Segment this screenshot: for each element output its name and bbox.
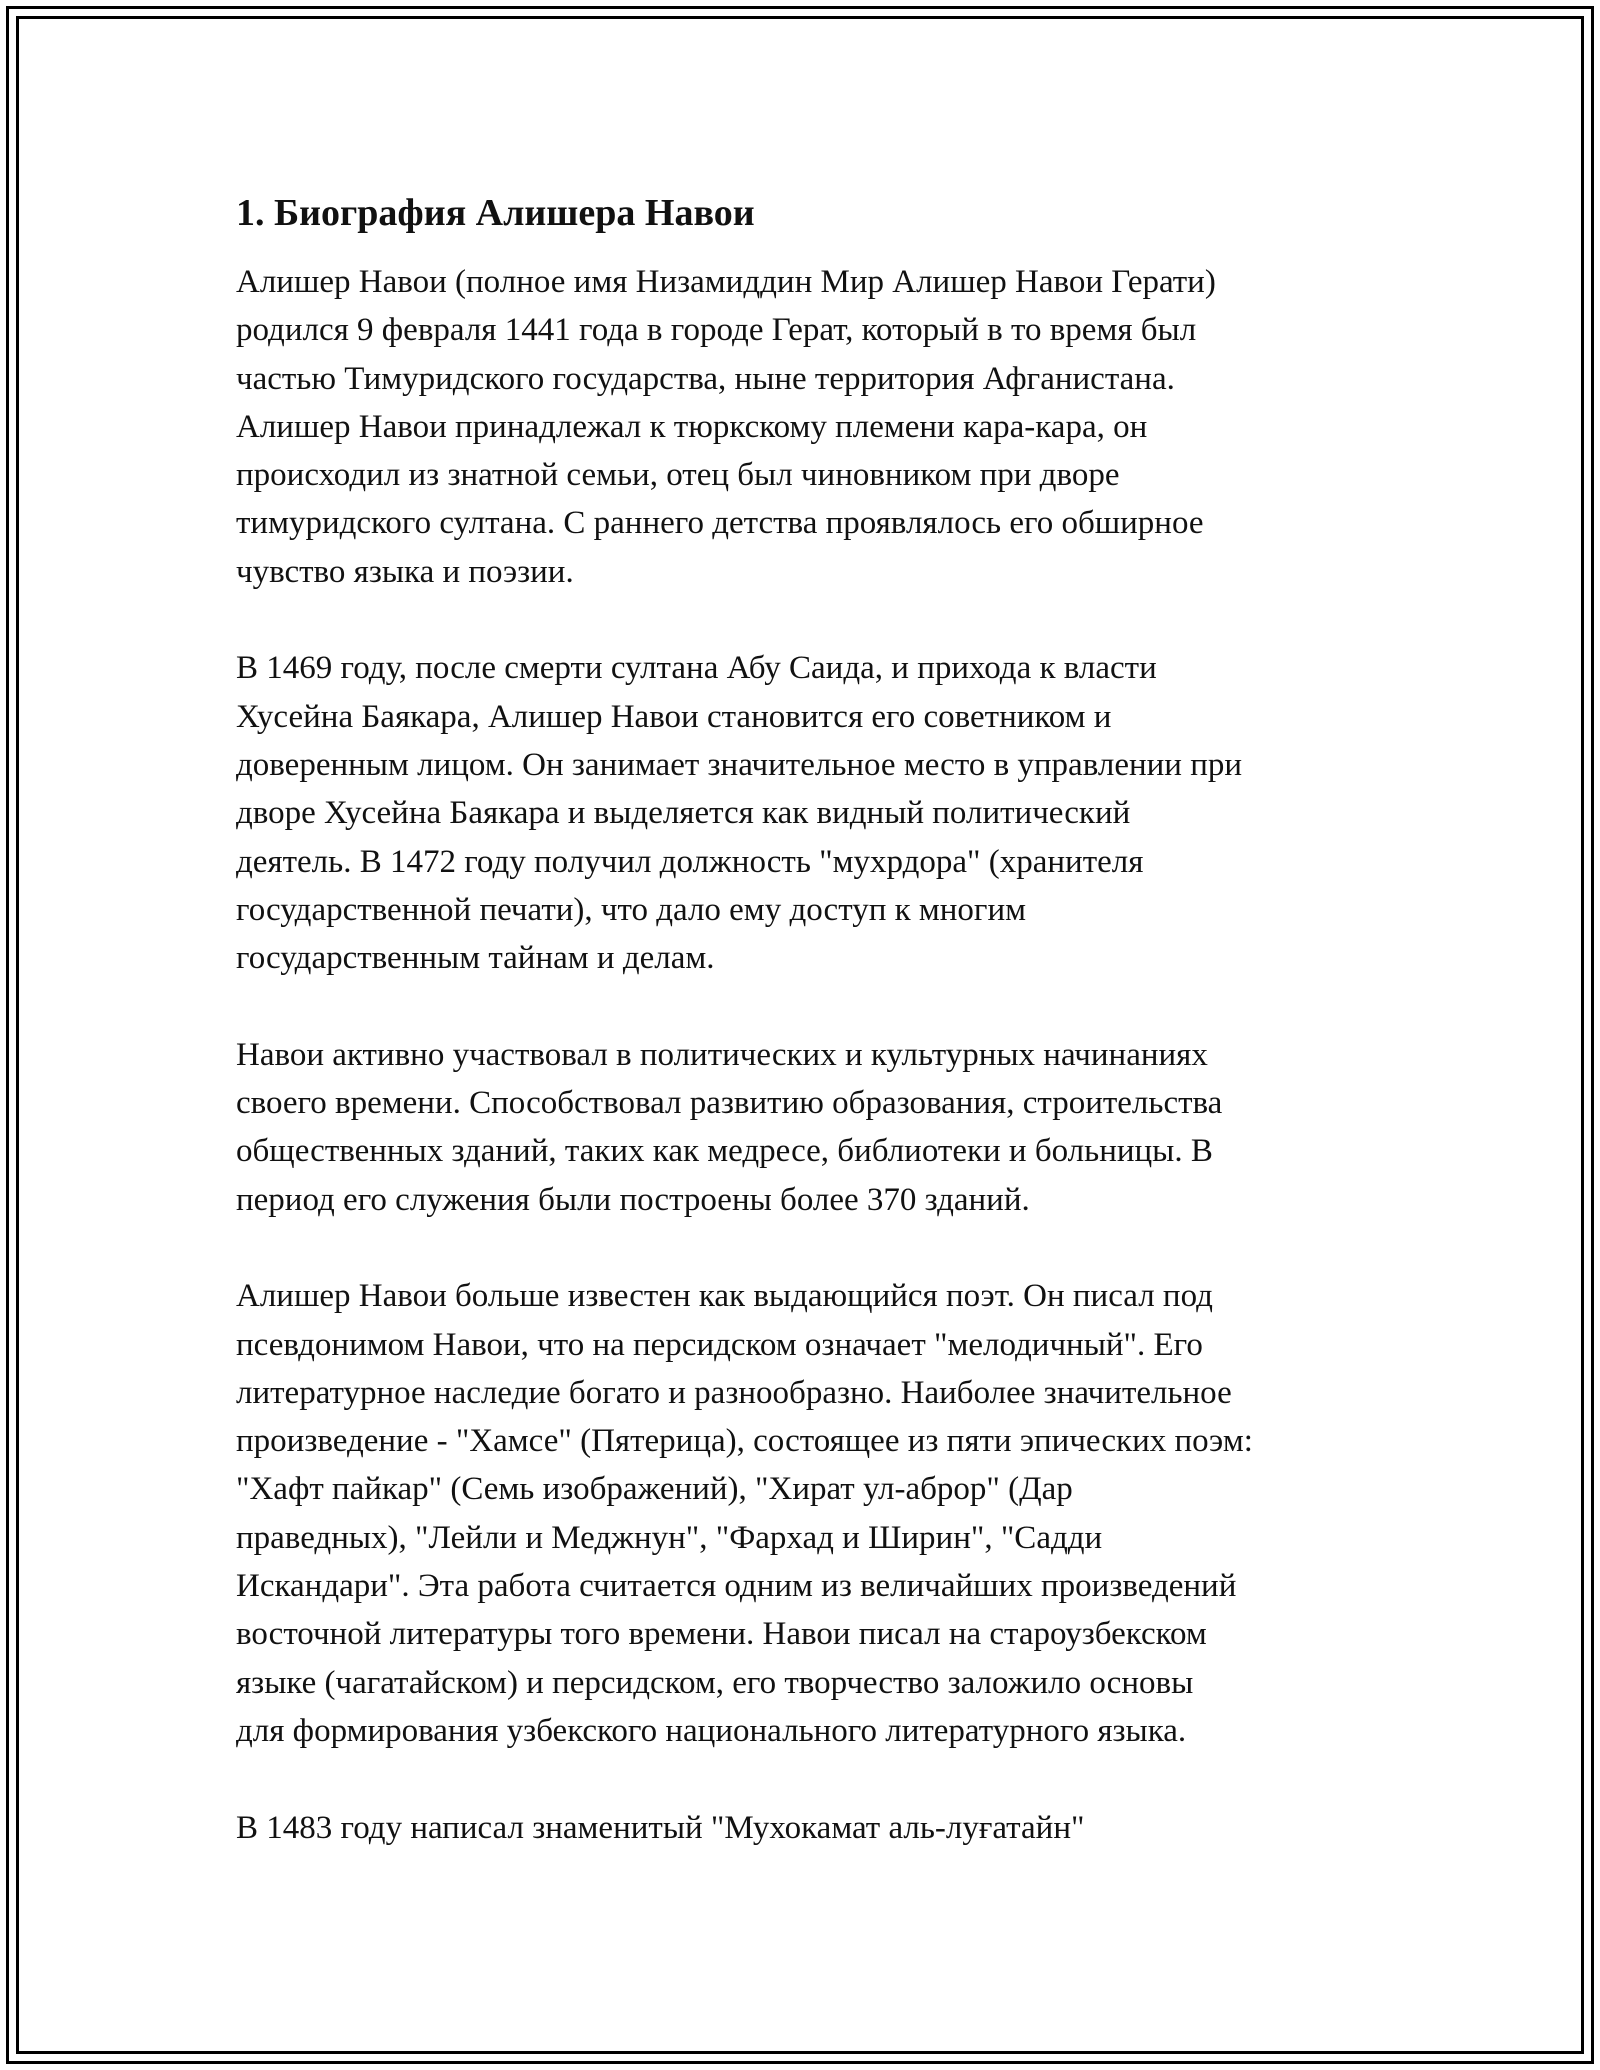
- text-line: Алишер Навои принадлежал к тюркскому племени кара-кара, он: [236, 408, 1148, 445]
- paragraph-spacer: [236, 982, 1396, 1030]
- text-line: В 1483 году написал знаменитый "Мухокамат аль-луғатайн": [236, 1809, 1085, 1846]
- paragraph-spacer: [236, 1755, 1396, 1803]
- text-line: период его служения были построены более 370 зданий.: [236, 1181, 1030, 1218]
- section-heading: 1. Биография Алишера Навои: [236, 192, 755, 234]
- paragraph-political-career: [236, 644, 1396, 982]
- paragraph-cultural-activity: [236, 1031, 1396, 1224]
- text-line: В 1469 году, после смерти султана Абу Саида, и прихода к власти: [236, 650, 1157, 687]
- text-line: произведение - "Хамсе" (Пятерица), состоящее из пяти эпических поэм:: [236, 1423, 1253, 1460]
- text-line: праведных), "Лейли и Меджнун", "Фархад и Ширин", "Садди: [236, 1519, 1103, 1556]
- text-line: деятель. В 1472 году получил должность "мухрдора" (хранителя: [236, 843, 1144, 880]
- text-line: частью Тимуридского государства, ныне территория Афганистана.: [236, 360, 1175, 397]
- text-line: литературное наследие богато и разнообразно. Наиболее значительное: [236, 1374, 1232, 1411]
- document-page: [236, 186, 1396, 1852]
- text-line: дворе Хусейна Баякара и выделяется как видный политический: [236, 795, 1131, 832]
- paragraph-muhokamat: [236, 1804, 1396, 1852]
- text-line: "Хафт пайкар" (Семь изображений), "Хират ул-аброр" (Дар: [236, 1471, 1073, 1508]
- paragraph-poetry: [236, 1272, 1396, 1755]
- text-line: государственной печати), что дало ему доступ к многим: [236, 891, 1027, 928]
- text-line: псевдонимом Навои, что на персидском означает "мелодичный". Его: [236, 1326, 1203, 1363]
- text-line: Алишер Навои (полное имя Низамиддин Мир Алишер Навои Герати): [236, 264, 1216, 300]
- text-line: тимуридского султана. С раннего детства проявлялось его обширное: [236, 505, 1204, 542]
- paragraph-birth: [236, 258, 1396, 596]
- text-line: родился 9 февраля 1441 года в городе Герат, который в то время был: [236, 312, 1197, 349]
- text-line: Алишер Навои больше известен как выдающийся поэт. Он писал под: [236, 1278, 1213, 1315]
- paragraph-spacer: [236, 596, 1396, 644]
- paragraph-spacer: [236, 1224, 1396, 1272]
- text-line: Искандари". Эта работа считается одним из величайших произведений: [236, 1568, 1237, 1605]
- text-line: для формирования узбекского национального литературного языка.: [236, 1712, 1187, 1749]
- text-line: восточной литературы того времени. Навои писал на староузбекском: [236, 1616, 1207, 1653]
- text-line: происходил из знатной семьи, отец был чиновником при дворе: [236, 457, 1120, 494]
- text-line: своего времени. Способствовал развитию образования, строительства: [236, 1085, 1223, 1122]
- text-line: доверенным лицом. Он занимает значительное место в управлении при: [236, 746, 1243, 783]
- text-line: языке (чагатайском) и персидском, его творчество заложило основы: [236, 1664, 1194, 1701]
- text-line: государственным тайнам и делам.: [236, 940, 715, 977]
- text-line: чувство языка и поэзии.: [236, 553, 574, 590]
- text-line: общественных зданий, таких как медресе, библиотеки и больницы. В: [236, 1133, 1213, 1170]
- text-line: Хусейна Баякара, Алишер Навои становится его советником и: [236, 698, 1112, 735]
- text-line: Навои активно участвовал в политических и культурных начинаниях: [236, 1036, 1208, 1073]
